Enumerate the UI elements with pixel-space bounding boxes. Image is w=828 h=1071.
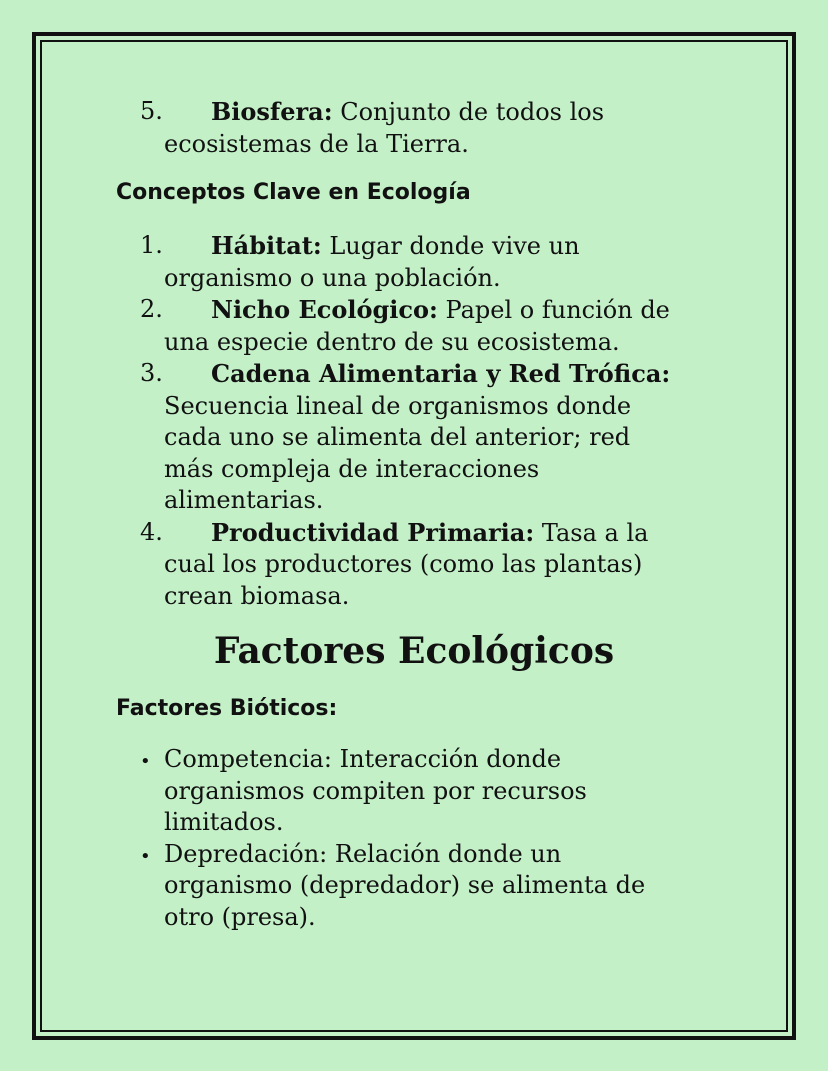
- list-continued: [0, 96, 828, 160]
- item-number: 5.: [140, 97, 163, 125]
- item-number: 2.: [140, 295, 163, 323]
- item-text: Secuencia lineal de organismos donde: [164, 391, 632, 420]
- item-term: Cadena Alimentaria y Red Trófica:: [211, 359, 671, 388]
- item-text: una especie dentro de su ecosistema.: [164, 327, 620, 356]
- list-item: [0, 230, 828, 294]
- list-item: [0, 96, 828, 160]
- section-heading: Factores Bióticos:: [116, 696, 338, 721]
- bullet-icon: •: [140, 845, 151, 867]
- item-term: Hábitat:: [211, 231, 322, 260]
- item-text: organismos compiten por recursos: [164, 776, 587, 805]
- list-item: [0, 517, 828, 613]
- item-text: Competencia: Interacción donde: [164, 745, 562, 773]
- list-item: [0, 839, 828, 934]
- item-text: Tasa a la: [534, 518, 649, 547]
- item-number: 1.: [140, 231, 163, 259]
- item-text: organismo o una población.: [164, 263, 501, 292]
- item-text: Lugar donde vive un: [321, 232, 580, 260]
- item-text: Conjunto de todos los: [332, 98, 605, 126]
- list-item: [0, 744, 828, 839]
- item-text: crean biomasa.: [164, 581, 350, 610]
- item-number: 4.: [140, 517, 163, 546]
- item-text: ecosistemas de la Tierra.: [164, 129, 469, 158]
- item-term: Nicho Ecológico:: [211, 295, 438, 324]
- biotic-list: [0, 744, 828, 933]
- item-text: Papel o función de: [437, 296, 670, 324]
- item-text: alimentarias.: [164, 486, 324, 514]
- item-number: 3.: [140, 359, 163, 387]
- list-item: [0, 294, 828, 358]
- bullet-icon: •: [140, 751, 151, 772]
- item-text: Depredación: Relación donde un: [164, 839, 562, 868]
- item-text: otro (presa).: [164, 902, 316, 931]
- item-text: cual los productores (como las plantas): [164, 550, 643, 578]
- item-text: organismo (depredador) se alimenta de: [164, 871, 646, 899]
- concepts-list: [0, 230, 828, 612]
- page-title: Factores Ecológicos: [213, 630, 615, 672]
- item-term: Productividad Primaria:: [211, 517, 535, 547]
- item-text: limitados.: [164, 808, 284, 836]
- section-heading: Conceptos Clave en Ecología: [116, 180, 471, 205]
- list-item: [0, 358, 828, 517]
- item-term: Biosfera:: [211, 97, 333, 126]
- item-text: cada uno se alimenta del anterior; red: [164, 423, 631, 451]
- item-text: más compleja de interacciones: [164, 454, 540, 483]
